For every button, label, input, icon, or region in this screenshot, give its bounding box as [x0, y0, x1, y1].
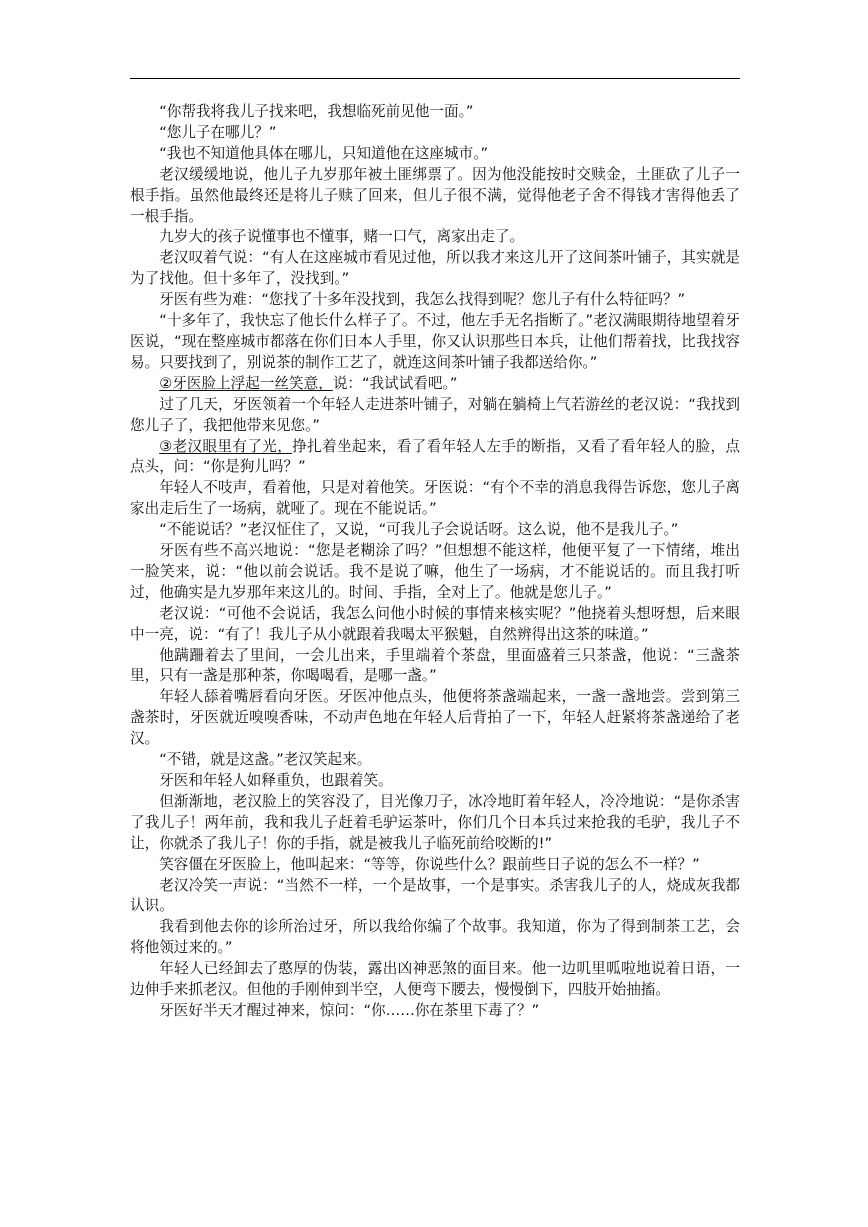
paragraph: 年轻人已经卸去了憨厚的伪装，露出凶神恶煞的面目来。他一边叽里呱啦地说着日语，一边伸手来抓老汉。但他的手刚伸到半空，人便弯下腰去，慢慢倒下，四肢开始抽搐。 [130, 960, 740, 999]
story-text [130, 102, 740, 1022]
paragraph: 年轻人舔着嘴唇看向牙医。牙医冲他点头，他便将茶盏端起来，一盏一盏地尝。尝到第三盏茶时，牙医就近嗅嗅香味，不动声色地在年轻人后背拍了一下，年轻人赶紧将茶盏递给了老汉。 [130, 688, 740, 748]
paragraph: 他蹒跚着去了里间，一会儿出来，手里端着个茶盘，里面盛着三只茶盏，他说：“三盏茶里，只有一盏是那种茶，你喝喝看，是哪一盏。” [130, 646, 740, 685]
paragraph: 老汉说：“可他不会说话，我怎么问他小时候的事情来核实呢？”他挠着头想呀想，后来眼中一亮，说：“有了！我儿子从小就跟着我喝太平猴魁，自然辨得出这茶的味道。” [130, 604, 740, 643]
paragraph: 老汉缓缓地说，他儿子九岁那年被土匪绑票了。因为他没能按时交赎金，土匪砍了儿子一根手指。虽然他最终还是将儿子赎了回来，但儿子很不满，觉得他老子舍不得钱才害得他丢了一根手指。 [130, 165, 740, 225]
paragraph: ②牙医脸上浮起一丝笑意，说：“我试试看吧。” [159, 374, 458, 392]
paragraph: 老汉叹着气说：“有人在这座城市看见过他，所以我才来这儿开了这间茶叶铺子，其实就是为了找他。但十多年了，没找到。” [130, 249, 740, 288]
paragraph: “不错，就是这盏。”老汉笑起来。 [159, 751, 372, 769]
paragraph: 老汉冷笑一声说：“当然不一样，一个是故事，一个是事实。杀害我儿子的人，烧成灰我都认识。 [130, 876, 740, 915]
paragraph: “我也不知道他具体在哪儿，只知道他在这座城市。” [159, 144, 489, 162]
paragraph: 牙医有些不高兴地说：“您是老糊涂了吗？”但想想不能这样，他便平复了一下情绪，堆出一脸笑来，说：“他以前会说话。我不是说了嘛，他生了一场病，才不能说话的。而且我打听过，他确实是九岁那年来这儿的。时间、手指，全对上了。他就是您儿子。” [130, 542, 740, 601]
paragraph: 笑容僵在牙医脸上，他叫起来：“等等，你说些什么？跟前些日子说的怎么不一样？” [159, 855, 700, 873]
paragraph: 过了几天，牙医领着一个年轻人走进茶叶铺子，对躺在躺椅上气若游丝的老汉说：“我找到您儿子了，我把他带来见您。” [130, 395, 740, 434]
paragraph: “您儿子在哪儿？” [159, 123, 277, 141]
paragraph: 我看到他去你的诊所治过牙，所以我给你编了个故事。我知道，你为了得到制茶工艺，会将他领过来的。” [130, 918, 740, 957]
underlined-sentence-3: ③老汉眼里有了光， [159, 437, 293, 455]
paragraph: ③老汉眼里有了光，挣扎着坐起来，看了看年轻人左手的断指，又看了看年轻人的脸，点点头，问：“你是狗儿吗？” [130, 437, 740, 476]
paragraph: “十多年了，我快忘了他长什么样子了。不过，他左手无名指断了。”老汉满眼期待地望着牙医说，“现在整座城市都落在你们日本人手里，你又认识那些日本兵，让他们帮着找，比我找容易。只要找到了，别说茶的制作工艺了，就连这间茶叶铺子我都送给你。” [130, 312, 740, 371]
header-rule [130, 78, 740, 79]
underlined-sentence-2: ②牙医脸上浮起一丝笑意， [159, 374, 333, 392]
paragraph: 牙医有些为难：“您找了十多年没找到，我怎么找得到呢？您儿子有什么特征吗？” [159, 291, 686, 309]
paragraph: “不能说话？”老汉怔住了，又说，“可我儿子会说话呀。这么说，他不是我儿子。” [159, 521, 679, 539]
paragraph: 牙医好半天才醒过神来，惊问：“你……你在茶里下毒了？” [159, 1001, 540, 1019]
paragraph: 牙医和年轻人如释重负，也跟着笑。 [159, 772, 393, 789]
paragraph: 九岁大的孩子说懂事也不懂事，赌一口气，离家出走了。 [159, 228, 525, 246]
paragraph: 但渐渐地，老汉脸上的笑容没了，目光像刀子，冰冷地盯着年轻人，冷冷地说：“是你杀害了我儿子！两年前，我和我儿子赶着毛驴运茶叶，你们几个日本兵过来抢我的毛驴，我儿子不让，你就杀了我儿子！你的手指，就是被我儿子临死前给咬断的!” [130, 792, 740, 852]
paragraph: 年轻人不吱声，看着他，只是对着他笑。牙医说：“有个不幸的消息我得告诉您，您儿子离家出走后生了一场病，就哑了。现在不能说话。” [130, 479, 740, 518]
paragraph: “你帮我将我儿子找来吧，我想临死前见他一面。” [159, 103, 474, 120]
